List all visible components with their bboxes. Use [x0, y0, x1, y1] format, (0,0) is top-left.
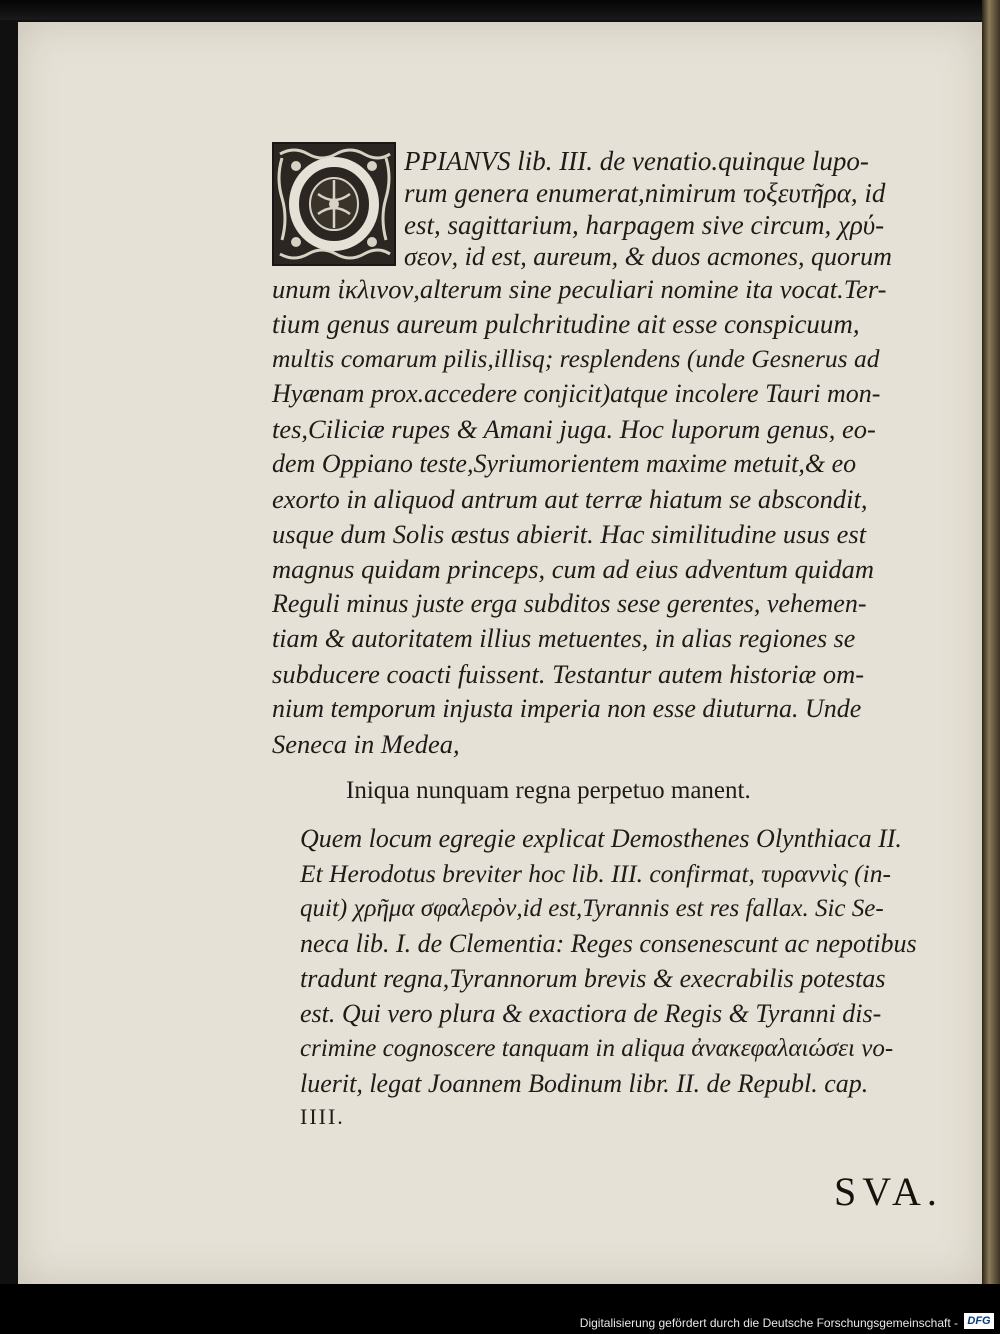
text-line: multis comarum pilis,illisq; resplendens (unde Gesnerus ad [272, 344, 880, 373]
text-line: tium genus aureum pulchritudine ait esse conspicuum, [272, 309, 860, 339]
text-line: neca lib. I. de Clementia: Reges consenescunt ac nepotibus [300, 929, 917, 958]
text-line: quit) χρῆμα σφαλερὸν,id est,Tyrannis est res fallax. Sic Se- [300, 895, 884, 922]
text-line: tiam & autoritatem illius metuentes, in alias regiones se [272, 624, 856, 653]
quote-line: Iniqua nunquam regna perpetuo manent. [346, 777, 751, 804]
book-spine-edge [982, 0, 1000, 1284]
text-line: crimine cognoscere tanquam in aliqua ἀνακεφαλαιώσει vo- [300, 1035, 894, 1062]
decorated-initial-o [272, 142, 396, 266]
dfg-logo: DFG [964, 1313, 994, 1329]
text-line: usque dum Solis æstus abierit. Hac similitudine usus est [272, 519, 867, 549]
text-line: magnus quidam princeps, cum ad eius adventum quidam [272, 554, 875, 584]
text-line: Quem locum egregie explicat Demosthenes Olynthiaca II. [300, 824, 902, 853]
text-line: PPIANVS lib. III. de venatio.quinque lupo- [404, 146, 869, 176]
text-line: rum genera enumerat,nimirum τοξευτῆρα, id [404, 178, 886, 208]
text-line: Seneca in Medea, [272, 729, 460, 759]
text-line: σεον, id est, aureum, & duos acmones, quorum [404, 242, 892, 271]
text-line: unum ἰκλινον,alterum sine peculiari nomine ita vocat.Ter- [272, 274, 887, 304]
footer-credit: Digitalisierung gefördert durch die Deutsche Forschungsgemeinschaft - [579, 1316, 958, 1330]
text-line: dem Oppiano teste,Syriumorientem maxime metuit,& eo [272, 449, 857, 478]
text-line: Reguli minus juste erga subditos sese gerentes, vehemen- [272, 589, 867, 618]
text-line: IIII. [300, 1104, 345, 1129]
text-line: luerit, legat Joannem Bodinum libr. II. de Republ. cap. [300, 1069, 869, 1098]
scan-top-edge [0, 0, 1000, 20]
text-line: Et Herodotus breviter hoc lib. III. confirmat, τυραννὶς (in- [300, 859, 891, 888]
text-line: tradunt regna,Tyrannorum brevis & execrabilis potestas [300, 964, 886, 993]
text-line: subducere coacti fuissent. Testantur autem historiæ om- [272, 659, 865, 689]
text-line: nium temporum injusta imperia non esse diuturna. Unde [272, 694, 862, 723]
text-line: est. Qui vero plura & exactiora de Regis & Tyranni dis- [300, 999, 882, 1028]
text-line: Hyænam prox.accedere conjicit)atque incolere Tauri mon- [272, 379, 881, 408]
text-line: est, sagittarium, harpagem sive circum, χρύ- [404, 210, 885, 240]
text-line: tes,Ciliciæ rupes & Amani juga. Hoc luporum genus, eo- [272, 414, 876, 444]
text-line: exorto in aliquod antrum aut terræ hiatum se abscondit, [272, 484, 868, 514]
catchword: SVA. [834, 1169, 943, 1214]
